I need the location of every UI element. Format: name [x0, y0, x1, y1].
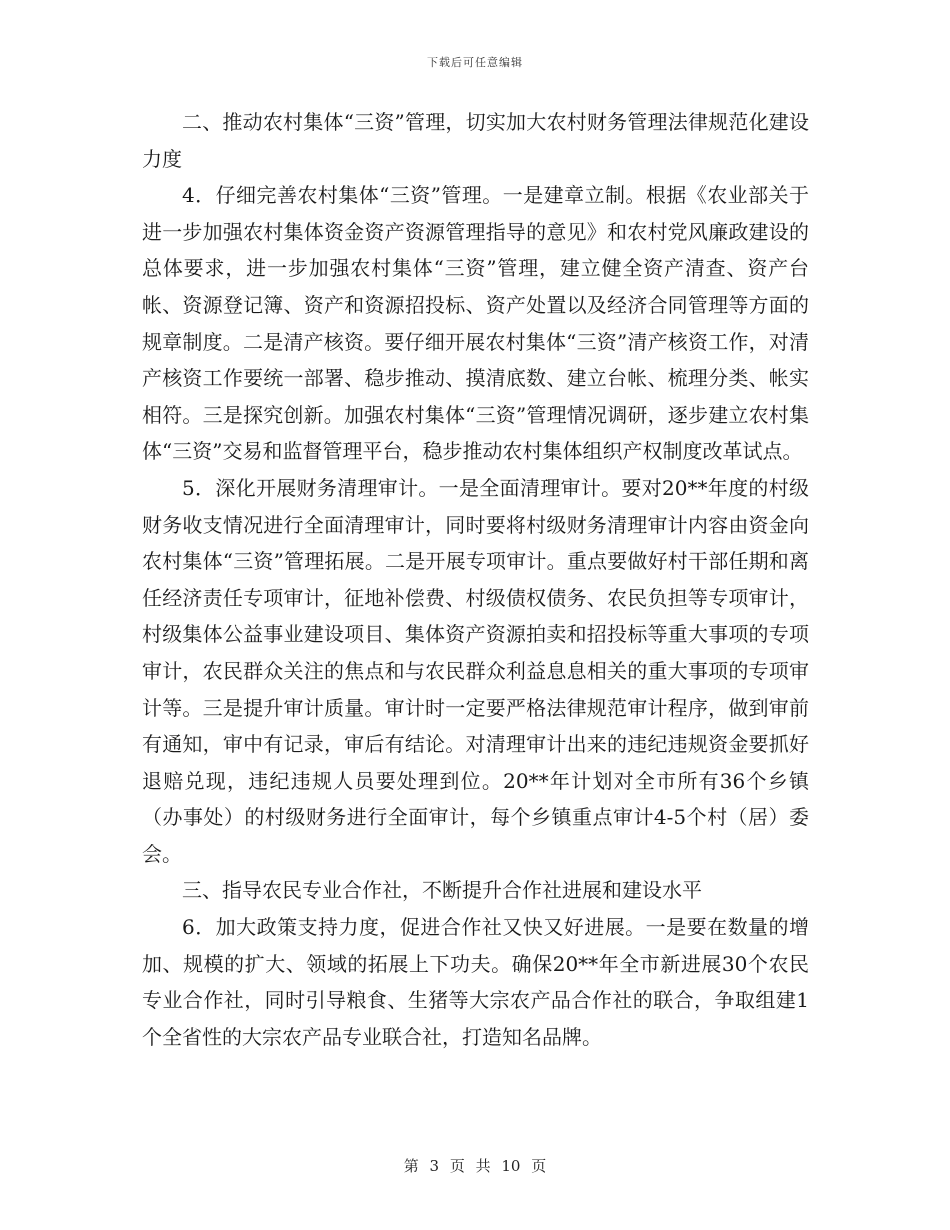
page-number-footer: 第 3 页 共 10 页	[403, 1157, 547, 1175]
body-paragraph-4: 4．仔细完善农村集体“三资”管理。一是建章立制。根据《农业部关于进一步加强农村集体资金资产资源管理指导的意见》和农村党风廉政建设的总体要求，进一步加强农村集体“三资”管理，建立健全资产清查、资产台帐、资源登记簿、资产和资源招投标、资产处置以及经济合同管理等方面的规章制度。二是清产核资。要仔细开展农村集体“三资”清产核资工作，对清产核资工作要统一部署、稳步推动、摸清底数、建立台帐、梳理分类、帐实相符。三是探究创新。加强农村集体“三资”管理情况调研，逐步建立农村集体“三资”交易和监督管理平台，稳步推动农村集体组织产权制度改革试点。	[142, 183, 809, 464]
section-heading-2: 二、推动农村集体“三资”管理，切实加大农村财务管理法律规范化建设力度	[142, 110, 809, 171]
body-paragraph-5: 5．深化开展财务清理审计。一是全面清理审计。要对20**年度的村级财务收支情况进行全面清理审计，同时要将村级财务清理审计内容由资金向农村集体“三资”管理拓展。二是开展专项审计。重点要做好村干部任期和离任经济责任专项审计，征地补偿费、村级债权债务、农民负担等专项审计，村级集体公益事业建设项目、集体资产资源拍卖和招投标等重大事项的专项审计，农民群众关注的焦点和与农民群众利益息息相关的重大事项的专项审计等。三是提升审计质量。审计时一定要严格法律规范审计程序，做到审前有通知，审中有记录，审后有结论。对清理审计出来的违纪违规资金要抓好退赔兑现，违纪违规人员要处理到位。20**年计划对全市所有36个乡镇（办事处）的村级财务进行全面审计，每个乡镇重点审计4-5个村（居）委会。	[142, 475, 809, 866]
page-header-note: 下载后可任意编辑	[427, 56, 523, 69]
body-paragraph-6: 6．加大政策支持力度，促进合作社又快又好进展。一是要在数量的增加、规模的扩大、领域的拓展上下功夫。确保20**年全市新进展30个农民专业合作社，同时引导粮食、生猪等大宗农产品合作社的联合，争取组建1个全省性的大宗农产品专业联合社，打造知名品牌。	[142, 915, 809, 1049]
document-body	[142, 104, 809, 1055]
section-heading-3: 三、指导农民专业合作社，不断提升合作社进展和建设水平	[182, 878, 702, 903]
